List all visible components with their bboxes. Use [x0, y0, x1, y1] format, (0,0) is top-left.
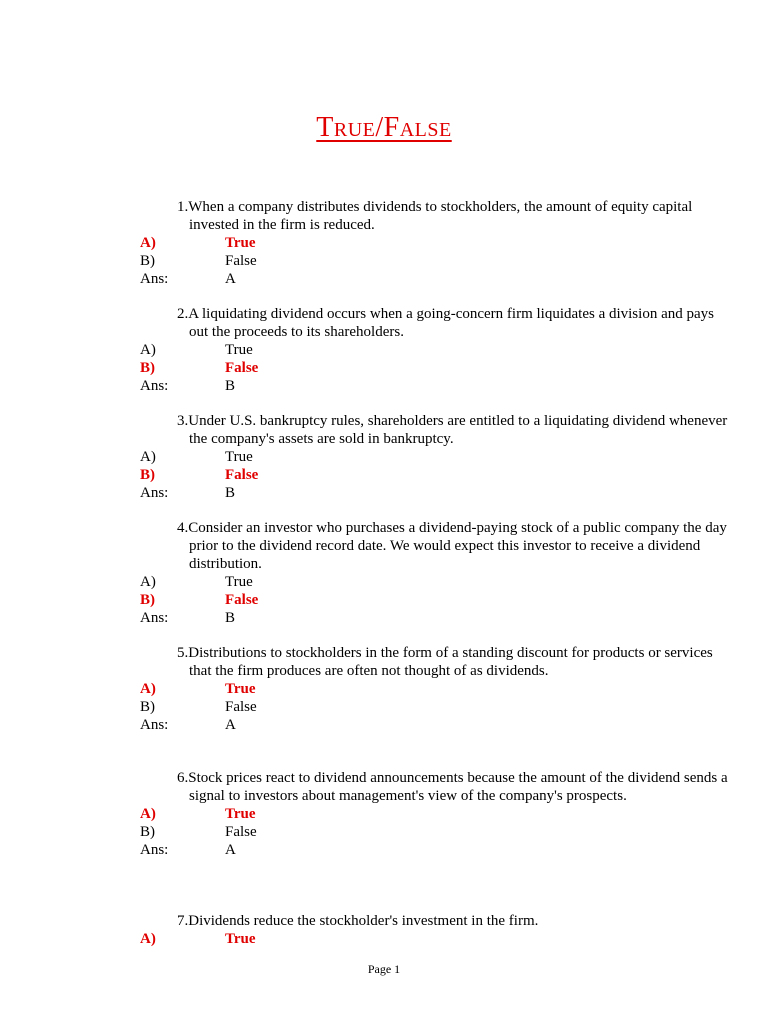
question-stem: 7.Dividends reduce the stockholder's investment in the firm.	[177, 913, 539, 929]
question-3	[0, 412, 768, 502]
question-5	[0, 644, 768, 734]
option-b	[0, 466, 768, 484]
answer-label: Ans:	[140, 717, 169, 733]
option-label: B)	[140, 253, 155, 269]
option-text: False	[225, 699, 257, 715]
option-a	[0, 234, 768, 252]
option-b	[0, 252, 768, 270]
option-text: True	[225, 806, 256, 822]
option-text: True	[225, 342, 253, 358]
option-text: True	[225, 449, 253, 465]
option-a	[0, 930, 768, 948]
answer-row	[0, 484, 768, 502]
option-label: B)	[140, 592, 155, 608]
option-a	[0, 341, 768, 359]
option-text: False	[225, 360, 259, 376]
answer-row	[0, 841, 768, 859]
option-a	[0, 573, 768, 591]
option-b	[0, 591, 768, 609]
option-text: True	[225, 574, 253, 590]
option-a	[0, 448, 768, 466]
option-a	[0, 680, 768, 698]
answer-value: A	[225, 717, 236, 733]
question-stem: 3.Under U.S. bankruptcy rules, shareholders are entitled to a liquidating dividend whenever the company's assets are sold in bankruptcy.	[177, 413, 728, 447]
question-4	[0, 519, 768, 627]
option-label: A)	[140, 931, 156, 947]
question-7	[0, 912, 768, 948]
answer-label: Ans:	[140, 842, 169, 858]
option-label: B)	[140, 699, 155, 715]
answer-value: A	[225, 271, 236, 287]
option-text: False	[225, 824, 257, 840]
option-label: A)	[140, 681, 156, 697]
option-label: B)	[140, 467, 155, 483]
answer-label: Ans:	[140, 271, 169, 287]
page-number: Page 1	[367, 962, 401, 976]
answer-label: Ans:	[140, 485, 169, 501]
option-label: A)	[140, 806, 156, 822]
question-1	[0, 198, 768, 288]
option-label: A)	[140, 449, 156, 465]
question-stem: 1.When a company distributes dividends to stockholders, the amount of equity capital invested in the firm is reduced.	[177, 199, 693, 233]
answer-value: B	[225, 378, 236, 394]
answer-label: Ans:	[140, 610, 169, 626]
question-stem: 6.Stock prices react to dividend announcements because the amount of the dividend sends a signal to investors about management's view of the company's prospects.	[177, 770, 728, 804]
option-text: True	[225, 235, 256, 251]
option-label: B)	[140, 824, 155, 840]
option-a	[0, 805, 768, 823]
question-stem: 2.A liquidating dividend occurs when a going-concern firm liquidates a division and pays out the proceeds to its shareholders.	[177, 306, 714, 340]
option-b	[0, 823, 768, 841]
option-b	[0, 698, 768, 716]
option-text: True	[225, 931, 256, 947]
option-label: B)	[140, 360, 155, 376]
answer-row	[0, 609, 768, 627]
option-text: False	[225, 592, 259, 608]
option-label: A)	[140, 235, 156, 251]
answer-value: B	[225, 485, 236, 501]
answer-row	[0, 377, 768, 395]
option-b	[0, 359, 768, 377]
question-6	[0, 769, 768, 859]
question-2	[0, 305, 768, 395]
question-stem: 4.Consider an investor who purchases a dividend-paying stock of a public company the day prior to the dividend record date. We would expect this investor to receive a dividend distribution.	[177, 520, 727, 572]
answer-label: Ans:	[140, 378, 169, 394]
question-stem: 5.Distributions to stockholders in the form of a standing discount for products or services that the firm produces are often not thought of as dividends.	[177, 645, 713, 679]
answer-value: A	[225, 842, 236, 858]
page-title: True/False	[316, 112, 452, 143]
option-label: A)	[140, 342, 156, 358]
answer-row	[0, 270, 768, 288]
answer-value: B	[225, 610, 236, 626]
option-label: A)	[140, 574, 156, 590]
answer-row	[0, 716, 768, 734]
option-text: False	[225, 253, 257, 269]
option-text: True	[225, 681, 256, 697]
option-text: False	[225, 467, 259, 483]
